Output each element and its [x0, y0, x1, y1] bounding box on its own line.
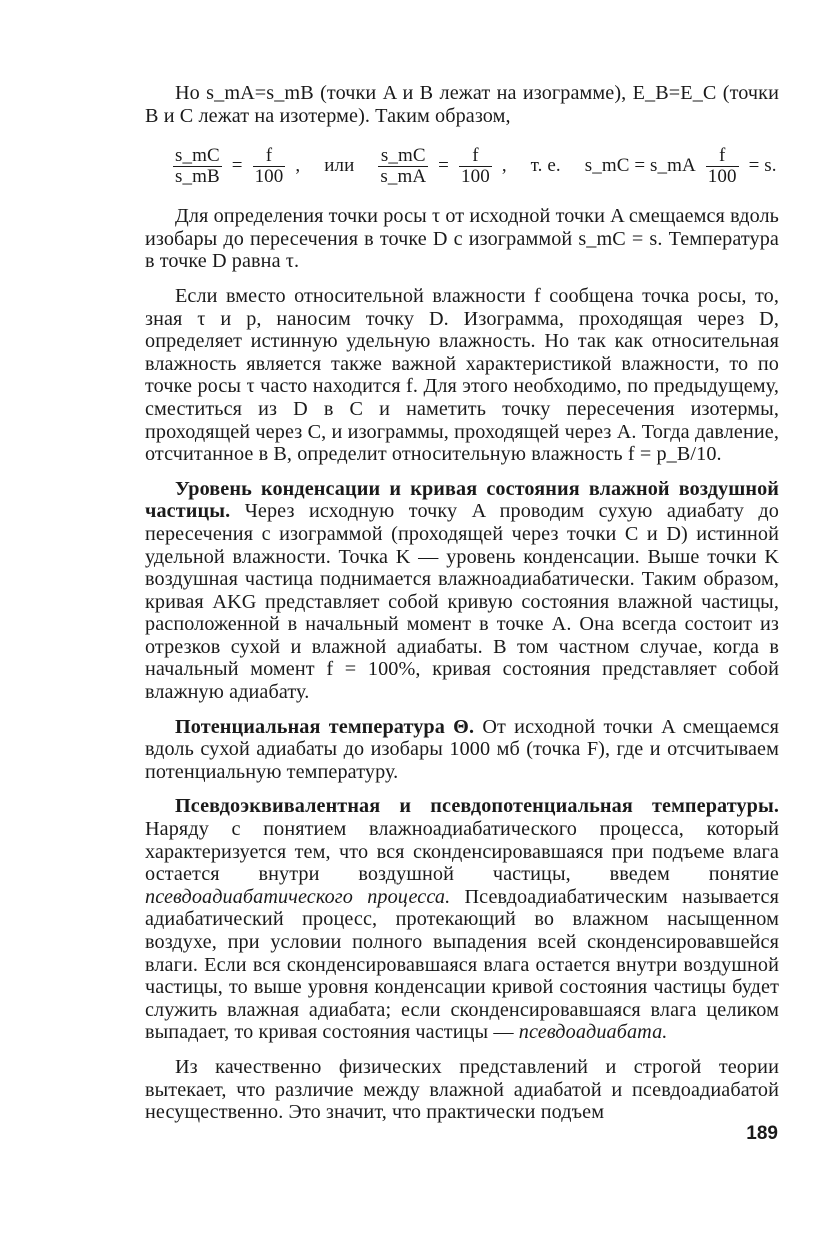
- fraction-f-100-3: [706, 146, 739, 187]
- condensation-paragraph: [145, 478, 779, 704]
- ie-word: т. е.: [530, 154, 561, 176]
- denominator: 100: [707, 165, 737, 187]
- or-word: или: [324, 154, 355, 176]
- potential-temp-text: От исходной точки A смещаемся вдоль сухой адиабаты до изобары 1000 мб (точка F), где и отсчитываем потенциальную температуру.: [145, 715, 779, 783]
- ratio-formula: [173, 137, 779, 195]
- section-heading-pseudo: Псевдоэквивалентная и псевдопотенциальная температуры.: [175, 795, 779, 818]
- fraction-smc-smb: [173, 146, 222, 187]
- intro-paragraph: Но s_mA=s_mB (точки A и B лежат на изограмме), E_B=E_C (точки B и C лежат на изотерме). Таким образом,: [145, 82, 779, 127]
- equals-sign: =: [231, 154, 243, 176]
- numerator: s_mC: [175, 144, 220, 166]
- denominator: 100: [254, 165, 284, 187]
- numerator: f: [472, 144, 479, 166]
- denominator: 100: [461, 165, 490, 187]
- dew-point-paragraph: Для определения точки росы τ от исходной точки A смещаемся вдоль изобары до пересечения в точке D с изограммой s_mC = s. Температура в точке D равна τ.: [145, 205, 779, 273]
- comma: ,: [295, 154, 301, 176]
- pseudo-paragraph: [145, 795, 779, 1044]
- term-pseudoadiabat: псевдоадиабата.: [518, 1021, 668, 1044]
- term-pseudoadiabatic-process: псевдоадиабатического процесса.: [145, 885, 451, 908]
- numerator: f: [265, 144, 273, 166]
- fraction-f-100: [253, 146, 286, 187]
- numerator: s_mC: [380, 144, 426, 166]
- smc-expression: s_mC = s_mA: [584, 154, 696, 176]
- potential-temp-paragraph: [145, 716, 779, 784]
- comma: ,: [501, 154, 507, 176]
- section-heading-potential: Потенциальная температура Θ.: [175, 715, 475, 738]
- fraction-smc-sma: [378, 146, 428, 187]
- equals-sign: =: [438, 154, 449, 176]
- pseudo-text-1: Наряду с понятием влажноадиабатического процесса, который характеризуется тем, что вся сконденсировавшаяся при подъеме влага остается внутри воздушной частицы, введем понятие: [145, 818, 779, 886]
- humidity-paragraph: Если вместо относительной влажности f сообщена точка росы, то, зная τ и p, наносим точку D. Изограмма, проходящая через D, определяет истинную удельную влажность. Но так как относительная влажность является также важной характеристикой влажности, то по точке росы τ часто находится f. Для этого необходимо, по предыдущему, сместиться из D в C и наметить точку пересечения изотермы, проходящей через C, и изограммы, проходящей через A. Тогда давление, отсчитанное в B, определит относительную влажность f = p_B/10.: [145, 284, 779, 466]
- pseudo-text-2: Псевдоадиабатическим называется адиабатический процесс, протекающий во влажном насыщенном воздухе, при условии полного выпадения всей сконденсировавшейся влаги. Если вся сконденсировавшаяся влага остается внутри воздушной частицы, то выше уровня конденсации кривой состояния частицы будет служить влажная адиабата; если сконденсировавшаяся влага целиком выпадает, то кривая состояния частицы —: [145, 885, 779, 1044]
- condensation-text: Через исходную точку A проводим сухую адиабату до пересечения с изограммой (проходящей через точки C и D) истинной удельной влажности. Точка K — уровень конденсации. Выше точки K воздушная частица поднимается влажноадиабатически. Таким образом, кривая AKG представляет собой кривую состояния влажной частицы, расположенной в начальный момент в точке A. Она всегда состоит из отрезков сухой и влажной адиабаты. В том частном случае, когда в начальный момент f = 100%, кривая состояния представляет собой влажную адиабату.: [145, 500, 780, 704]
- section-heading-condensation: Уровень конденсации и кривая состояния влажной воздушной частицы.: [145, 477, 779, 523]
- denominator: s_mB: [175, 165, 220, 187]
- denominator: s_mA: [380, 165, 427, 187]
- page-number: 189: [746, 1123, 778, 1144]
- formula-tail: = s.: [748, 154, 777, 176]
- fraction-f-100-2: [459, 146, 492, 187]
- page-body: [145, 82, 779, 1124]
- final-paragraph: Из качественно физических представлений и строгой теории вытекает, что различие между влажной адиабатой и псевдоадиабатой несущественно. Это значит, что практически подъем: [145, 1055, 779, 1124]
- numerator: f: [718, 144, 726, 166]
